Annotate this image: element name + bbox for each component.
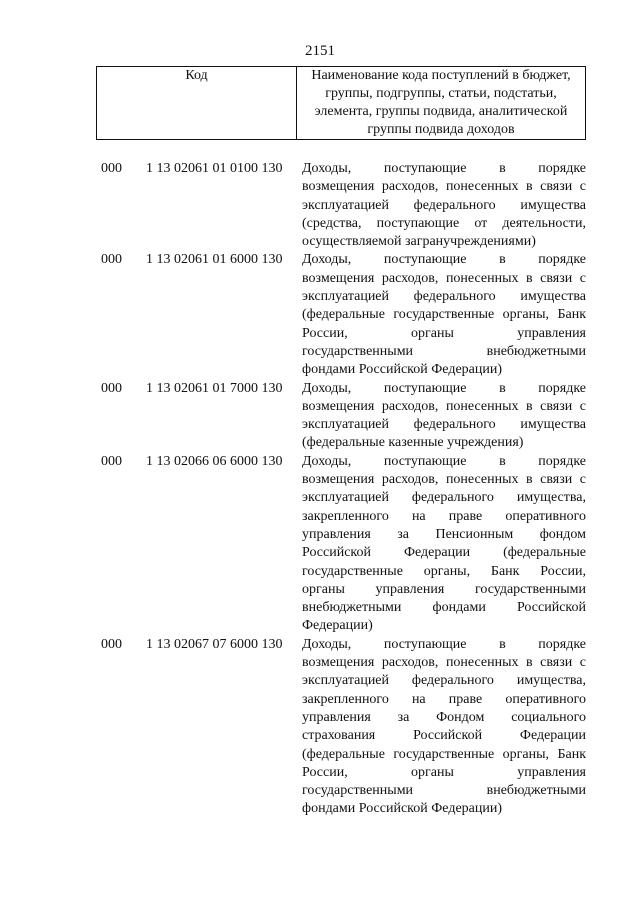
description-line: управления за Пенсионным фондом (302, 526, 586, 542)
header-name-line: элемента, группы подвида, аналитической (314, 104, 568, 119)
description-line: России, органы управления (302, 764, 586, 780)
description-line: осуществляемой загранучреждениями) (302, 234, 536, 250)
description-line: внебюджетными фондами Российской (302, 600, 586, 616)
description-line: закрепленного на праве оперативного (302, 691, 586, 707)
description-line: возмещения расходов, понесенных в связи с (302, 398, 586, 414)
description-line: органы управления государственными (302, 581, 586, 597)
description-line: государственными внебюджетными (302, 343, 586, 359)
description-line: Доходы, поступающие в порядке (302, 252, 586, 268)
description-line: России, органы управления (302, 325, 586, 341)
revenue-description (302, 453, 586, 636)
description-line: (федеральные государственные органы, Банк (302, 307, 586, 323)
description-line: (федеральные казенные учреждения) (302, 435, 524, 451)
description-line: страхования Российской Федерации (302, 728, 586, 744)
description-line: Российской Федерации (федеральные (302, 545, 586, 561)
table-row (0, 453, 640, 636)
description-line: возмещения расходов, понесенных в связи с (302, 270, 586, 286)
header-name-column (297, 67, 585, 139)
description-line: Доходы, поступающие в порядке (302, 453, 586, 469)
description-line: Доходы, поступающие в порядке (302, 636, 586, 652)
admin-code: 000 (101, 380, 122, 396)
description-line: государственными внебюджетными (302, 783, 586, 799)
description-line: (федеральные государственные органы, Банк (302, 746, 586, 762)
description-line: эксплуатацией федерального имущества (302, 289, 586, 305)
description-line: возмещения расходов, понесенных в связи с (302, 179, 586, 195)
revenue-code: 1 13 02061 01 0100 130 (146, 161, 283, 176)
description-line: управления за Фондом социального (302, 709, 586, 725)
page-number: 2151 (305, 43, 335, 59)
description-line: эксплуатацией федерального имущества (302, 417, 586, 433)
description-line: возмещения расходов, понесенных в связи с (302, 472, 586, 488)
admin-code: 000 (101, 636, 122, 652)
table-row (0, 636, 640, 819)
description-line: возмещения расходов, понесенных в связи с (302, 655, 586, 671)
admin-code: 000 (101, 453, 122, 469)
table-row (0, 380, 640, 453)
revenue-code: 1 13 02061 01 6000 130 (146, 252, 283, 268)
description-line: государственные органы, Банк России, (302, 563, 586, 579)
revenue-code: 1 13 02067 07 6000 130 (146, 636, 283, 652)
table-header (96, 66, 586, 140)
description-line: (средства, поступающие от деятельности, (302, 215, 586, 231)
revenue-code: 1 13 02061 01 7000 130 (146, 380, 283, 396)
description-line: фондами Российской Федерации) (302, 362, 503, 378)
header-code-column: Код (97, 67, 297, 139)
revenue-code: 1 13 02066 06 6000 130 (146, 453, 283, 469)
header-name-line: группы подвида доходов (367, 122, 515, 137)
description-line: эксплуатацией федерального имущества, (302, 673, 586, 689)
revenue-description (302, 160, 586, 251)
header-name-line: Наименование кода поступлений в бюджет, (311, 68, 571, 83)
revenue-description (302, 251, 586, 379)
description-line: Доходы, поступающие в порядке (302, 380, 586, 396)
description-line: эксплуатацией федерального имущества, (302, 490, 586, 506)
admin-code: 000 (101, 252, 122, 268)
description-line: закрепленного на праве оперативного (302, 508, 586, 524)
description-line: фондами Российской Федерации) (302, 801, 503, 817)
header-name-line: группы, подгруппы, статьи, подстатьи, (325, 86, 557, 101)
entries-list (0, 160, 640, 819)
admin-code: 000 (101, 161, 122, 176)
description-line: Доходы, поступающие в порядке (302, 161, 586, 176)
revenue-description (302, 636, 586, 819)
table-row (0, 251, 640, 379)
table-row (0, 160, 640, 251)
description-line: Федерации) (302, 618, 373, 634)
revenue-description (302, 380, 586, 453)
description-line: эксплуатацией федерального имущества (302, 197, 586, 213)
